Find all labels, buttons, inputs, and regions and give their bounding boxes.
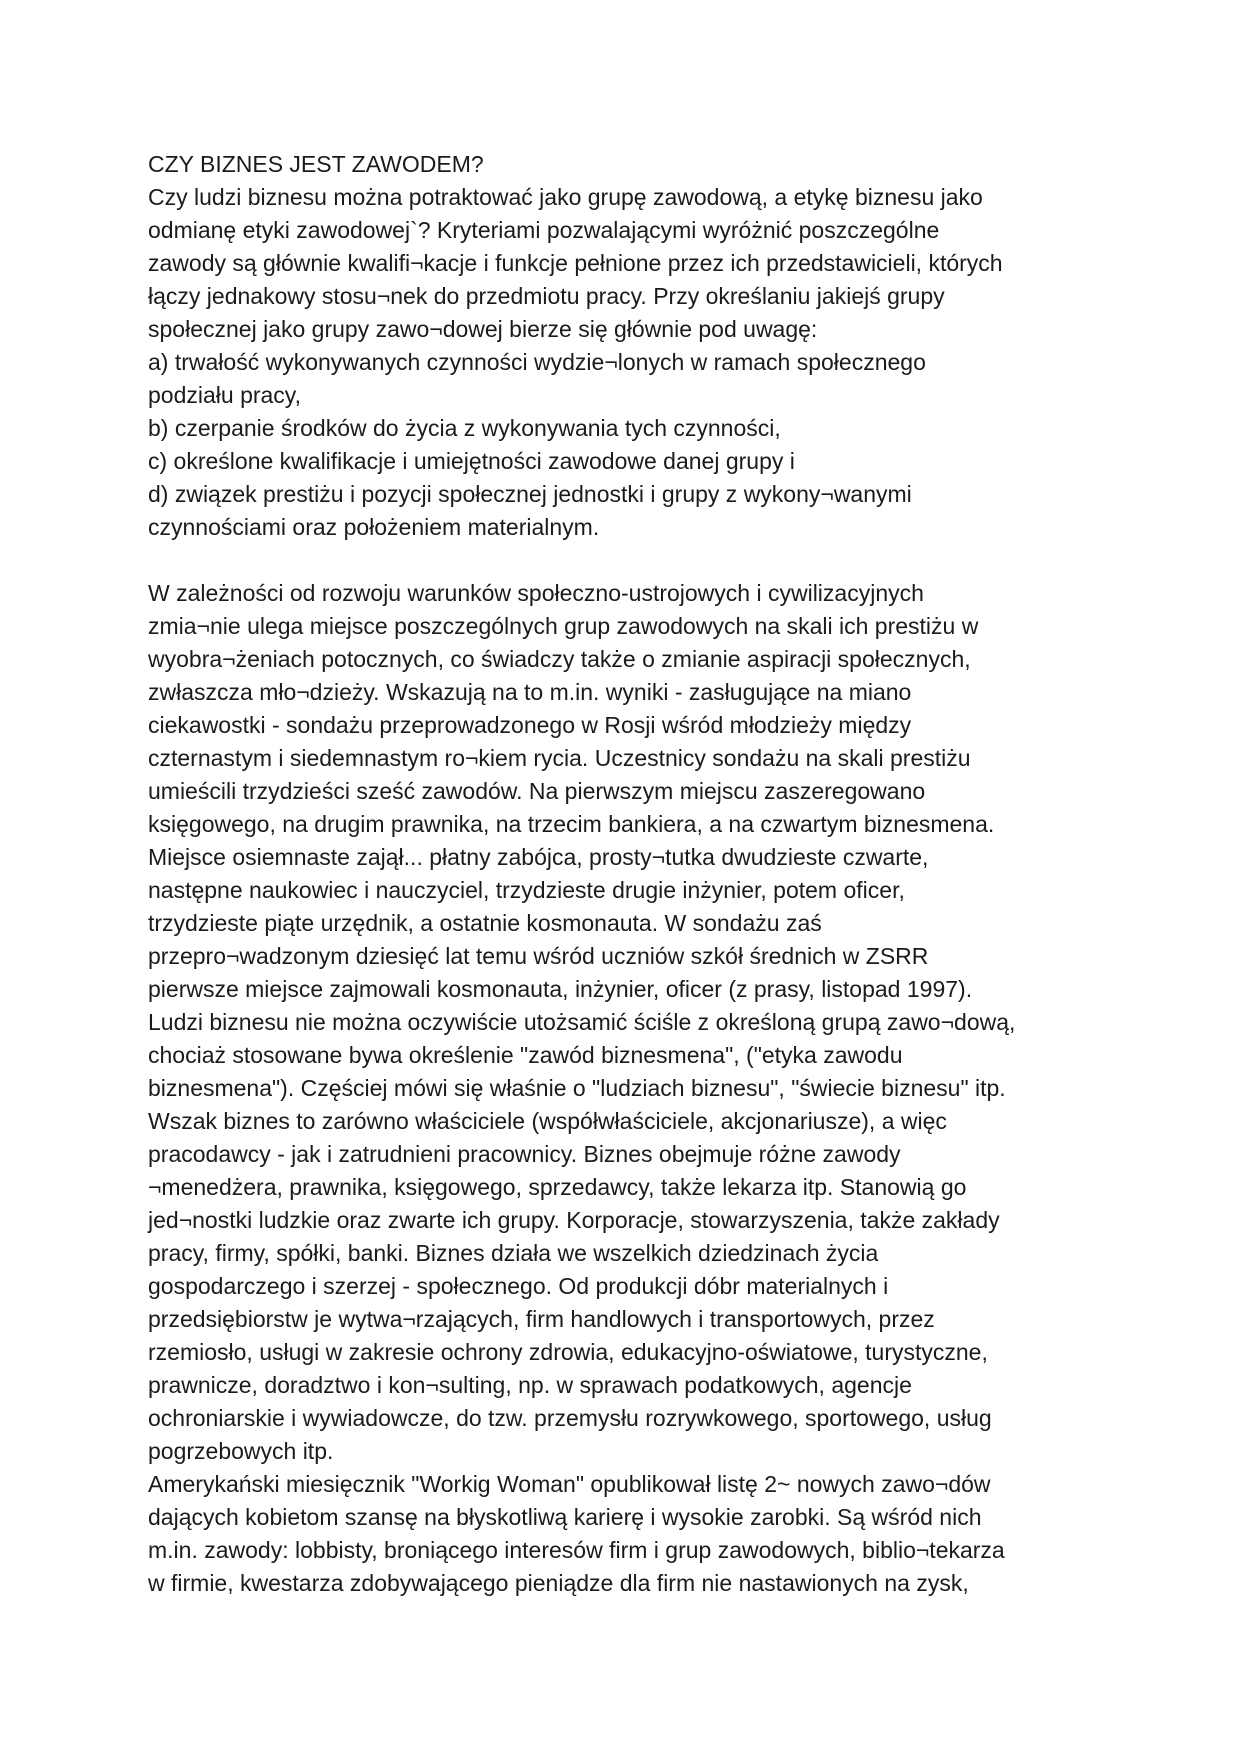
text-line: m.in. zawody: lobbisty, broniącego interesów firm i grup zawodowych, biblio¬tekarza — [148, 1537, 1005, 1563]
text-line: Wszak biznes to zarówno właściciele (współwłaściciele, akcjonariusze), a więc — [148, 1108, 947, 1134]
text-line: zwłaszcza mło¬dzieży. Wskazują na to m.in. wyniki - zasługujące na miano — [148, 679, 912, 705]
text-line: jed¬nostki ludzkie oraz zwarte ich grupy. Korporacje, stowarzyszenia, także zakłady — [148, 1207, 1000, 1233]
text-line: czynnościami oraz położeniem materialnym. — [148, 514, 600, 540]
text-line: odmianę etyki zawodowej`? Kryteriami pozwalającymi wyróżnić poszczególne — [148, 217, 940, 243]
text-line: W zależności od rozwoju warunków społeczno-ustrojowych i cywilizacyjnych — [148, 580, 924, 606]
text-line: Czy ludzi biznesu można potraktować jako grupę zawodową, a etykę biznesu jako — [148, 184, 983, 210]
text-line: trzydzieste piąte urzędnik, a ostatnie kosmonauta. W sondażu zaś — [148, 910, 822, 936]
text-line: pracodawcy - jak i zatrudnieni pracownicy. Biznes obejmuje różne zawody — [148, 1141, 901, 1167]
text-line: księgowego, na drugim prawnika, na trzecim bankiera, a na czwartym biznesmena. — [148, 811, 995, 837]
text-line: chociaż stosowane bywa określenie "zawód biznesmena", ("etyka zawodu — [148, 1042, 903, 1068]
text-line: Amerykański miesięcznik "Workig Woman" opublikował listę 2~ nowych zawo¬dów — [148, 1471, 991, 1497]
text-line: prawnicze, doradztwo i kon¬sulting, np. w sprawach podatkowych, agencje — [148, 1372, 912, 1398]
document-text — [148, 148, 1148, 1600]
text-line: a) trwałość wykonywanych czynności wydzie¬lonych w ramach społecznego — [148, 349, 926, 375]
text-line: zmia¬nie ulega miejsce poszczególnych grup zawodowych na skali ich prestiżu w — [148, 613, 979, 639]
text-line: ciekawostki - sondażu przeprowadzonego w Rosji wśród młodzieży między — [148, 712, 912, 738]
text-line: łączy jednakowy stosu¬nek do przedmiotu pracy. Przy określaniu jakiejś grupy — [148, 283, 945, 309]
text-line: w firmie, kwestarza zdobywającego pieniądze dla firm nie nastawionych na zysk, — [148, 1570, 969, 1596]
text-line: następne naukowiec i nauczyciel, trzydzieste drugie inżynier, potem oficer, — [148, 877, 905, 903]
text-line: wyobra¬żeniach potocznych, co świadczy także o zmianie aspiracji społecznych, — [148, 646, 971, 672]
text-line: d) związek prestiżu i pozycji społecznej jednostki i grupy z wykony¬wanymi — [148, 481, 912, 507]
text-line: Ludzi biznesu nie można oczywiście utożsamić ściśle z określoną grupą zawo¬dową, — [148, 1009, 1016, 1035]
text-line: Miejsce osiemnaste zajął... płatny zabójca, prosty¬tutka dwudzieste czwarte, — [148, 844, 929, 870]
text-line: rzemiosło, usługi w zakresie ochrony zdrowia, edukacyjno-oświatowe, turystyczne, — [148, 1339, 988, 1365]
text-line: ¬menedżera, prawnika, księgowego, sprzedawcy, także lekarza itp. Stanowią go — [148, 1174, 967, 1200]
text-line: ochroniarskie i wywiadowcze, do tzw. przemysłu rozrywkowego, sportowego, usług — [148, 1405, 992, 1431]
text-line: pogrzebowych itp. — [148, 1438, 334, 1464]
text-line: przepro¬wadzonym dziesięć lat temu wśród uczniów szkół średnich w ZSRR — [148, 943, 929, 969]
text-line: umieścili trzydzieści sześć zawodów. Na pierwszym miejscu zaszeregowano — [148, 778, 926, 804]
text-line: c) określone kwalifikacje i umiejętności zawodowe danej grupy i — [148, 448, 795, 474]
text-line: zawody są głównie kwalifi¬kacje i funkcje pełnione przez ich przedstawicieli, których — [148, 250, 1003, 276]
text-line: pracy, firmy, spółki, banki. Biznes działa we wszelkich dziedzinach życia — [148, 1240, 879, 1266]
text-line: pierwsze miejsce zajmowali kosmonauta, inżynier, oficer (z prasy, listopad 1997). — [148, 976, 973, 1002]
text-line: gospodarczego i szerzej - społecznego. Od produkcji dóbr materialnych i — [148, 1273, 889, 1299]
text-line: biznesmena"). Częściej mówi się właśnie o "ludziach biznesu", "świecie biznesu" itp. — [148, 1075, 1006, 1101]
text-line: przedsiębiorstw je wytwa¬rzających, firm handlowych i transportowych, przez — [148, 1306, 935, 1332]
text-line: b) czerpanie środków do życia z wykonywania tych czynności, — [148, 415, 781, 441]
text-line: dających kobietom szansę na błyskotliwą karierę i wysokie zarobki. Są wśród nich — [148, 1504, 982, 1530]
intro-paragraph — [148, 181, 1148, 544]
document-title: CZY BIZNES JEST ZAWODEM? — [148, 151, 484, 177]
paragraph-spacer — [148, 544, 1148, 577]
text-line: podziału pracy, — [148, 382, 301, 408]
body-paragraph — [148, 577, 1148, 1600]
text-line: społecznej jako grupy zawo¬dowej bierze się głównie pod uwagę: — [148, 316, 818, 342]
text-line: czternastym i siedemnastym ro¬kiem rycia. Uczestnicy sondażu na skali prestiżu — [148, 745, 971, 771]
